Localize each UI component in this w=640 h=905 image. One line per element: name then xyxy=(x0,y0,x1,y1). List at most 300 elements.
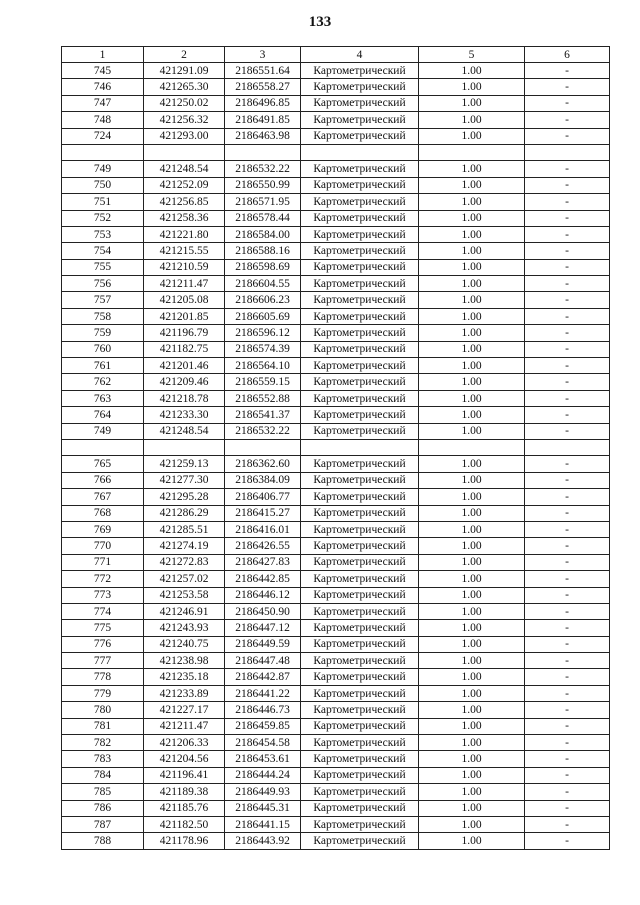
table-row xyxy=(62,751,610,767)
description-cell: - xyxy=(525,489,610,505)
point-number-cell: 768 xyxy=(62,505,144,521)
table-row xyxy=(62,800,610,816)
point-number-cell: 777 xyxy=(62,653,144,669)
description-cell: - xyxy=(525,669,610,685)
method-cell: Картометрический xyxy=(301,63,419,79)
accuracy-cell: 1.00 xyxy=(419,292,525,308)
point-number-cell: 757 xyxy=(62,292,144,308)
point-number-cell: 749 xyxy=(62,423,144,439)
point-number-cell: 724 xyxy=(62,128,144,144)
method-cell: Картометрический xyxy=(301,702,419,718)
table-row xyxy=(62,374,610,390)
point-number-cell: 753 xyxy=(62,226,144,242)
description-cell: - xyxy=(525,341,610,357)
table-row xyxy=(62,226,610,242)
y-coordinate-cell: 2186496.85 xyxy=(225,95,301,111)
method-cell: Картометрический xyxy=(301,407,419,423)
table-row xyxy=(62,816,610,832)
method-cell: Картометрический xyxy=(301,423,419,439)
description-cell: - xyxy=(525,538,610,554)
point-number-cell: 750 xyxy=(62,177,144,193)
x-coordinate-cell xyxy=(144,439,225,455)
x-coordinate-cell: 421257.02 xyxy=(144,571,225,587)
method-cell: Картометрический xyxy=(301,669,419,685)
accuracy-cell: 1.00 xyxy=(419,603,525,619)
x-coordinate-cell: 421265.30 xyxy=(144,79,225,95)
method-cell: Картометрический xyxy=(301,489,419,505)
table-row xyxy=(62,128,610,144)
point-number-cell: 751 xyxy=(62,194,144,210)
y-coordinate-cell: 2186571.95 xyxy=(225,194,301,210)
description-cell: - xyxy=(525,259,610,275)
column-header: 6 xyxy=(525,47,610,63)
description-cell: - xyxy=(525,767,610,783)
method-cell: Картометрический xyxy=(301,603,419,619)
y-coordinate-cell: 2186427.83 xyxy=(225,554,301,570)
point-number-cell: 762 xyxy=(62,374,144,390)
accuracy-cell: 1.00 xyxy=(419,407,525,423)
method-cell: Картометрический xyxy=(301,308,419,324)
accuracy-cell: 1.00 xyxy=(419,456,525,472)
description-cell: - xyxy=(525,554,610,570)
x-coordinate-cell: 421218.78 xyxy=(144,390,225,406)
table-row xyxy=(62,587,610,603)
table-row xyxy=(62,505,610,521)
table-row xyxy=(62,735,610,751)
method-cell: Картометрический xyxy=(301,341,419,357)
y-coordinate-cell xyxy=(225,439,301,455)
method-cell: Картометрический xyxy=(301,571,419,587)
table-row xyxy=(62,653,610,669)
description-cell: - xyxy=(525,95,610,111)
table-row xyxy=(62,554,610,570)
method-cell: Картометрический xyxy=(301,784,419,800)
description-cell: - xyxy=(525,653,610,669)
table-row xyxy=(62,571,610,587)
point-number-cell: 746 xyxy=(62,79,144,95)
table-row xyxy=(62,784,610,800)
table-row xyxy=(62,685,610,701)
x-coordinate-cell: 421250.02 xyxy=(144,95,225,111)
accuracy-cell: 1.00 xyxy=(419,194,525,210)
x-coordinate-cell xyxy=(144,144,225,160)
description-cell: - xyxy=(525,587,610,603)
point-number-cell: 752 xyxy=(62,210,144,226)
description-cell: - xyxy=(525,718,610,734)
point-number-cell xyxy=(62,144,144,160)
description-cell: - xyxy=(525,358,610,374)
accuracy-cell: 1.00 xyxy=(419,128,525,144)
table-row xyxy=(62,407,610,423)
point-number-cell: 754 xyxy=(62,243,144,259)
accuracy-cell: 1.00 xyxy=(419,784,525,800)
method-cell: Картометрический xyxy=(301,685,419,701)
x-coordinate-cell: 421285.51 xyxy=(144,521,225,537)
accuracy-cell: 1.00 xyxy=(419,177,525,193)
accuracy-cell: 1.00 xyxy=(419,358,525,374)
method-cell: Картометрический xyxy=(301,800,419,816)
x-coordinate-cell: 421211.47 xyxy=(144,276,225,292)
accuracy-cell: 1.00 xyxy=(419,571,525,587)
method-cell: Картометрический xyxy=(301,292,419,308)
x-coordinate-cell: 421182.50 xyxy=(144,816,225,832)
y-coordinate-cell: 2186362.60 xyxy=(225,456,301,472)
point-number-cell: 779 xyxy=(62,685,144,701)
x-coordinate-cell: 421178.96 xyxy=(144,833,225,849)
point-number-cell: 764 xyxy=(62,407,144,423)
table-row xyxy=(62,358,610,374)
column-header: 3 xyxy=(225,47,301,63)
point-number-cell: 756 xyxy=(62,276,144,292)
table-row xyxy=(62,210,610,226)
x-coordinate-cell: 421206.33 xyxy=(144,735,225,751)
x-coordinate-cell: 421256.32 xyxy=(144,112,225,128)
x-coordinate-cell: 421205.08 xyxy=(144,292,225,308)
description-cell: - xyxy=(525,472,610,488)
description-cell: - xyxy=(525,751,610,767)
column-header: 5 xyxy=(419,47,525,63)
method-cell: Картометрический xyxy=(301,161,419,177)
point-number-cell: 767 xyxy=(62,489,144,505)
accuracy-cell: 1.00 xyxy=(419,587,525,603)
method-cell: Картометрический xyxy=(301,636,419,652)
y-coordinate-cell: 2186559.15 xyxy=(225,374,301,390)
table-row xyxy=(62,79,610,95)
x-coordinate-cell: 421258.36 xyxy=(144,210,225,226)
description-cell: - xyxy=(525,505,610,521)
description-cell: - xyxy=(525,423,610,439)
point-number-cell: 782 xyxy=(62,735,144,751)
table-row xyxy=(62,194,610,210)
table-row xyxy=(62,718,610,734)
description-cell: - xyxy=(525,800,610,816)
accuracy-cell: 1.00 xyxy=(419,554,525,570)
method-cell: Картометрический xyxy=(301,259,419,275)
method-cell: Картометрический xyxy=(301,95,419,111)
x-coordinate-cell: 421252.09 xyxy=(144,177,225,193)
accuracy-cell: 1.00 xyxy=(419,390,525,406)
x-coordinate-cell: 421215.55 xyxy=(144,243,225,259)
point-number-cell: 773 xyxy=(62,587,144,603)
point-number-cell: 758 xyxy=(62,308,144,324)
y-coordinate-cell: 2186558.27 xyxy=(225,79,301,95)
description-cell: - xyxy=(525,374,610,390)
table-row xyxy=(62,456,610,472)
accuracy-cell: 1.00 xyxy=(419,636,525,652)
y-coordinate-cell: 2186551.64 xyxy=(225,63,301,79)
description-cell: - xyxy=(525,308,610,324)
method-cell: Картометрический xyxy=(301,538,419,554)
description-cell xyxy=(525,439,610,455)
x-coordinate-cell: 421243.93 xyxy=(144,620,225,636)
description-cell: - xyxy=(525,177,610,193)
accuracy-cell: 1.00 xyxy=(419,669,525,685)
method-cell: Картометрический xyxy=(301,194,419,210)
accuracy-cell: 1.00 xyxy=(419,472,525,488)
method-cell xyxy=(301,439,419,455)
column-header: 4 xyxy=(301,47,419,63)
accuracy-cell: 1.00 xyxy=(419,538,525,554)
column-header: 1 xyxy=(62,47,144,63)
description-cell: - xyxy=(525,702,610,718)
table-row xyxy=(62,292,610,308)
accuracy-cell: 1.00 xyxy=(419,308,525,324)
description-cell: - xyxy=(525,226,610,242)
table-row xyxy=(62,636,610,652)
description-cell: - xyxy=(525,161,610,177)
accuracy-cell: 1.00 xyxy=(419,423,525,439)
description-cell: - xyxy=(525,128,610,144)
y-coordinate-cell: 2186446.73 xyxy=(225,702,301,718)
table-body xyxy=(62,63,610,850)
y-coordinate-cell: 2186463.98 xyxy=(225,128,301,144)
accuracy-cell: 1.00 xyxy=(419,276,525,292)
point-number-cell: 769 xyxy=(62,521,144,537)
x-coordinate-cell: 421291.09 xyxy=(144,63,225,79)
x-coordinate-cell: 421227.17 xyxy=(144,702,225,718)
point-number-cell: 778 xyxy=(62,669,144,685)
y-coordinate-cell: 2186406.77 xyxy=(225,489,301,505)
table-row xyxy=(62,620,610,636)
table-row xyxy=(62,423,610,439)
point-number-cell: 787 xyxy=(62,816,144,832)
description-cell: - xyxy=(525,620,610,636)
description-cell: - xyxy=(525,521,610,537)
table-row xyxy=(62,833,610,849)
y-coordinate-cell: 2186459.85 xyxy=(225,718,301,734)
method-cell: Картометрический xyxy=(301,358,419,374)
x-coordinate-cell: 421182.75 xyxy=(144,341,225,357)
table-row xyxy=(62,276,610,292)
description-cell: - xyxy=(525,79,610,95)
x-coordinate-cell: 421209.46 xyxy=(144,374,225,390)
y-coordinate-cell: 2186446.12 xyxy=(225,587,301,603)
table-row xyxy=(62,161,610,177)
y-coordinate-cell: 2186578.44 xyxy=(225,210,301,226)
point-number-cell: 771 xyxy=(62,554,144,570)
description-cell: - xyxy=(525,571,610,587)
description-cell xyxy=(525,144,610,160)
method-cell: Картометрический xyxy=(301,177,419,193)
table-row xyxy=(62,489,610,505)
y-coordinate-cell: 2186445.31 xyxy=(225,800,301,816)
y-coordinate-cell: 2186596.12 xyxy=(225,325,301,341)
x-coordinate-cell: 421248.54 xyxy=(144,423,225,439)
accuracy-cell: 1.00 xyxy=(419,521,525,537)
description-cell: - xyxy=(525,407,610,423)
y-coordinate-cell: 2186442.85 xyxy=(225,571,301,587)
y-coordinate-cell: 2186415.27 xyxy=(225,505,301,521)
method-cell: Картометрический xyxy=(301,210,419,226)
x-coordinate-cell: 421211.47 xyxy=(144,718,225,734)
accuracy-cell: 1.00 xyxy=(419,702,525,718)
description-cell: - xyxy=(525,636,610,652)
y-coordinate-cell: 2186449.93 xyxy=(225,784,301,800)
accuracy-cell xyxy=(419,439,525,455)
method-cell: Картометрический xyxy=(301,833,419,849)
method-cell: Картометрический xyxy=(301,456,419,472)
table-row xyxy=(62,95,610,111)
method-cell: Картометрический xyxy=(301,390,419,406)
x-coordinate-cell: 421235.18 xyxy=(144,669,225,685)
method-cell: Картометрический xyxy=(301,112,419,128)
table-row xyxy=(62,308,610,324)
point-number-cell: 763 xyxy=(62,390,144,406)
y-coordinate-cell: 2186584.00 xyxy=(225,226,301,242)
x-coordinate-cell: 421238.98 xyxy=(144,653,225,669)
point-number-cell: 749 xyxy=(62,161,144,177)
y-coordinate-cell: 2186454.58 xyxy=(225,735,301,751)
method-cell: Картометрический xyxy=(301,243,419,259)
point-number-cell: 770 xyxy=(62,538,144,554)
method-cell: Картометрический xyxy=(301,751,419,767)
accuracy-cell: 1.00 xyxy=(419,685,525,701)
table-row xyxy=(62,144,610,160)
y-coordinate-cell: 2186384.09 xyxy=(225,472,301,488)
description-cell: - xyxy=(525,784,610,800)
description-cell: - xyxy=(525,112,610,128)
accuracy-cell: 1.00 xyxy=(419,735,525,751)
x-coordinate-cell: 421196.79 xyxy=(144,325,225,341)
table-row xyxy=(62,341,610,357)
description-cell: - xyxy=(525,456,610,472)
point-number-cell: 748 xyxy=(62,112,144,128)
method-cell: Картометрический xyxy=(301,79,419,95)
x-coordinate-cell: 421274.19 xyxy=(144,538,225,554)
x-coordinate-cell: 421246.91 xyxy=(144,603,225,619)
y-coordinate-cell: 2186444.24 xyxy=(225,767,301,783)
accuracy-cell: 1.00 xyxy=(419,243,525,259)
table-row xyxy=(62,603,610,619)
point-number-cell: 775 xyxy=(62,620,144,636)
table-row xyxy=(62,390,610,406)
point-number-cell: 760 xyxy=(62,341,144,357)
accuracy-cell: 1.00 xyxy=(419,325,525,341)
table-header-row xyxy=(62,47,610,63)
accuracy-cell: 1.00 xyxy=(419,718,525,734)
x-coordinate-cell: 421248.54 xyxy=(144,161,225,177)
x-coordinate-cell: 421185.76 xyxy=(144,800,225,816)
description-cell: - xyxy=(525,63,610,79)
x-coordinate-cell: 421189.38 xyxy=(144,784,225,800)
y-coordinate-cell: 2186449.59 xyxy=(225,636,301,652)
table-row xyxy=(62,702,610,718)
table-row xyxy=(62,521,610,537)
point-number-cell: 776 xyxy=(62,636,144,652)
accuracy-cell: 1.00 xyxy=(419,374,525,390)
x-coordinate-cell: 421201.85 xyxy=(144,308,225,324)
description-cell: - xyxy=(525,292,610,308)
accuracy-cell: 1.00 xyxy=(419,79,525,95)
table-row xyxy=(62,259,610,275)
y-coordinate-cell: 2186604.55 xyxy=(225,276,301,292)
x-coordinate-cell: 421286.29 xyxy=(144,505,225,521)
point-number-cell: 745 xyxy=(62,63,144,79)
accuracy-cell: 1.00 xyxy=(419,816,525,832)
y-coordinate-cell: 2186447.48 xyxy=(225,653,301,669)
accuracy-cell: 1.00 xyxy=(419,226,525,242)
x-coordinate-cell: 421253.58 xyxy=(144,587,225,603)
accuracy-cell: 1.00 xyxy=(419,112,525,128)
y-coordinate-cell: 2186606.23 xyxy=(225,292,301,308)
method-cell: Картометрический xyxy=(301,374,419,390)
y-coordinate-cell: 2186450.90 xyxy=(225,603,301,619)
y-coordinate-cell: 2186447.12 xyxy=(225,620,301,636)
method-cell: Картометрический xyxy=(301,472,419,488)
y-coordinate-cell: 2186443.92 xyxy=(225,833,301,849)
table-row xyxy=(62,63,610,79)
table-row xyxy=(62,439,610,455)
y-coordinate-cell: 2186491.85 xyxy=(225,112,301,128)
y-coordinate-cell: 2186416.01 xyxy=(225,521,301,537)
point-number-cell: 774 xyxy=(62,603,144,619)
x-coordinate-cell: 421196.41 xyxy=(144,767,225,783)
accuracy-cell: 1.00 xyxy=(419,95,525,111)
description-cell: - xyxy=(525,325,610,341)
accuracy-cell: 1.00 xyxy=(419,161,525,177)
accuracy-cell: 1.00 xyxy=(419,833,525,849)
y-coordinate-cell: 2186598.69 xyxy=(225,259,301,275)
point-number-cell xyxy=(62,439,144,455)
x-coordinate-cell: 421272.83 xyxy=(144,554,225,570)
y-coordinate-cell: 2186541.37 xyxy=(225,407,301,423)
point-number-cell: 765 xyxy=(62,456,144,472)
point-number-cell: 747 xyxy=(62,95,144,111)
point-number-cell: 781 xyxy=(62,718,144,734)
method-cell: Картометрический xyxy=(301,554,419,570)
accuracy-cell: 1.00 xyxy=(419,210,525,226)
method-cell: Картометрический xyxy=(301,276,419,292)
method-cell: Картометрический xyxy=(301,325,419,341)
point-number-cell: 759 xyxy=(62,325,144,341)
point-number-cell: 761 xyxy=(62,358,144,374)
coordinates-table xyxy=(61,46,610,850)
method-cell: Картометрический xyxy=(301,816,419,832)
y-coordinate-cell: 2186605.69 xyxy=(225,308,301,324)
method-cell: Картометрический xyxy=(301,587,419,603)
page-number: 133 xyxy=(308,14,332,30)
description-cell: - xyxy=(525,735,610,751)
accuracy-cell: 1.00 xyxy=(419,489,525,505)
x-coordinate-cell: 421295.28 xyxy=(144,489,225,505)
accuracy-cell: 1.00 xyxy=(419,751,525,767)
description-cell: - xyxy=(525,685,610,701)
y-coordinate-cell: 2186441.15 xyxy=(225,816,301,832)
method-cell xyxy=(301,144,419,160)
y-coordinate-cell xyxy=(225,144,301,160)
point-number-cell: 783 xyxy=(62,751,144,767)
table-row xyxy=(62,243,610,259)
table-row xyxy=(62,472,610,488)
x-coordinate-cell: 421256.85 xyxy=(144,194,225,210)
x-coordinate-cell: 421233.30 xyxy=(144,407,225,423)
description-cell: - xyxy=(525,210,610,226)
accuracy-cell: 1.00 xyxy=(419,653,525,669)
accuracy-cell: 1.00 xyxy=(419,505,525,521)
table-row xyxy=(62,177,610,193)
column-header: 2 xyxy=(144,47,225,63)
x-coordinate-cell: 421293.00 xyxy=(144,128,225,144)
accuracy-cell xyxy=(419,144,525,160)
y-coordinate-cell: 2186552.88 xyxy=(225,390,301,406)
x-coordinate-cell: 421240.75 xyxy=(144,636,225,652)
method-cell: Картометрический xyxy=(301,735,419,751)
method-cell: Картометрический xyxy=(301,767,419,783)
method-cell: Картометрический xyxy=(301,653,419,669)
description-cell: - xyxy=(525,390,610,406)
point-number-cell: 755 xyxy=(62,259,144,275)
x-coordinate-cell: 421259.13 xyxy=(144,456,225,472)
